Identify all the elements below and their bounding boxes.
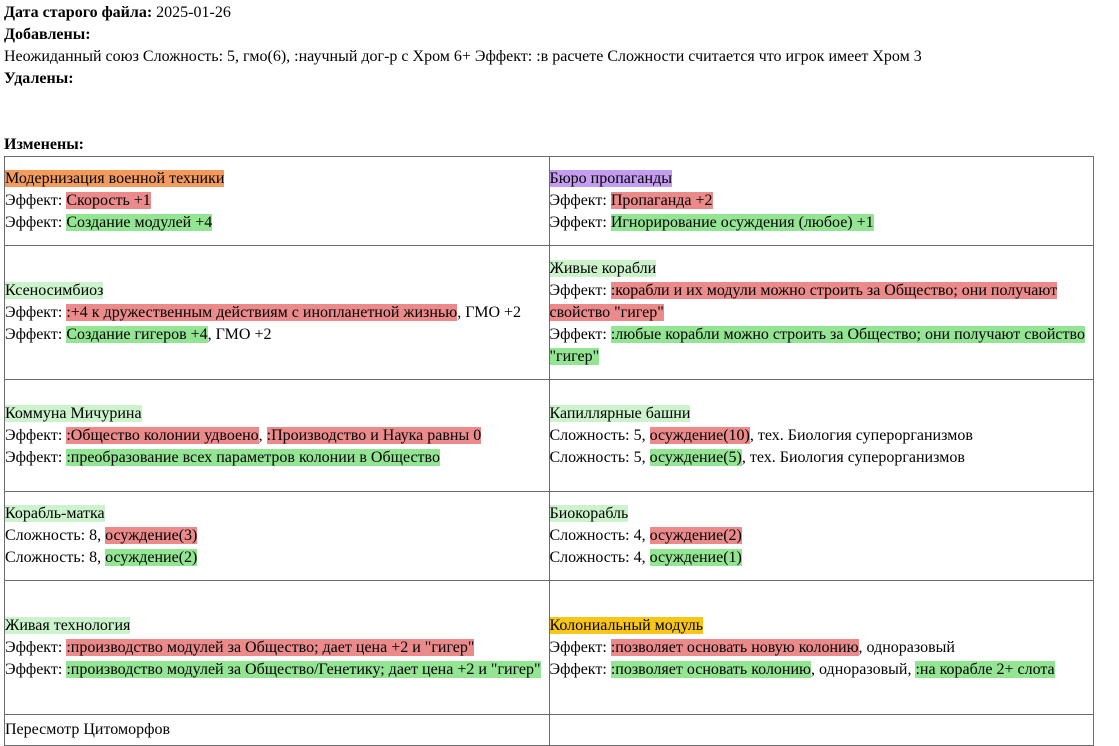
added-text: :позволяет основать колонию	[610, 660, 812, 678]
added-text: :преобразование всех параметров колонии в Общество	[66, 448, 440, 466]
card-title: Колониальный модуль	[549, 616, 704, 634]
card-michurin-commune: Коммуна Мичурина Эффект: :Общество колонии удвоено, :Производство и Наука равны 0 Эффект: :преобразование всех параметров колонии в Общество	[5, 380, 550, 492]
card-cytomorph-revision	[5, 715, 550, 746]
added-text: осуждение(2)	[105, 549, 198, 566]
card-title: Капиллярные башни	[549, 404, 691, 422]
added-text: Игнорирование осуждения (любое) +1	[610, 214, 874, 231]
card-bioship: Биокорабль Сложность: 4, осуждение(2) Сложность: 4, осуждение(1)	[549, 492, 1094, 581]
removed-text: :+4 к дружественным действиям с инопланетной жизнью	[66, 303, 458, 321]
added-entry: Неожиданный союз Сложность: 5, гмо(6), :научный дог-р с Хром 6+ Эффект: :в расчете Сложности считается что игрок имеет Хром 3	[4, 48, 922, 65]
removed-text: осуждение(2)	[649, 527, 742, 544]
card-title: Модернизация военной техники	[5, 170, 225, 187]
card-propaganda-bureau: Бюро пропаганды Эффект: Пропаганда +2 Эффект: Игнорирование осуждения (любое) +1	[549, 157, 1094, 246]
card-colonial-module: Колониальный модуль Эффект: :позволяет основать новую колонию, одноразовый Эффект: :позволяет основать колонию, одноразовый, :на корабле 2+ слота	[549, 581, 1094, 715]
card-title: Пересмотр Цитоморфов	[5, 721, 170, 738]
card-title: Бюро пропаганды	[549, 170, 672, 187]
old-date-label: Дата старого файла:	[4, 4, 153, 21]
card-title: Коммуна Мичурина	[5, 404, 142, 422]
card-capillary-towers: Капиллярные башни Сложность: 5, осуждение(10), тех. Биология суперорганизмов Сложность: 5, осуждение(5), тех. Биология суперорганизмов	[549, 380, 1094, 492]
added-heading: Добавлены:	[4, 26, 91, 43]
card-living-ships: Живые корабли Эффект: :корабли и их модули можно строить за Общество; они получают свойство "гигер" Эффект: :любые корабли можно строить за Общество; они получают свойство "гигер"	[549, 246, 1094, 380]
old-file-date	[4, 2, 1115, 24]
removed-text: :корабли и их модули можно строить за Общество; они получают свойство "гигер"	[549, 281, 1058, 321]
removed-heading: Удалены:	[4, 70, 74, 87]
removed-text: осуждение(3)	[105, 527, 198, 544]
card-xenosymbiosis: Ксеносимбиоз Эффект: :+4 к дружественным действиям с инопланетной жизнью, ГМО +2 Эффект: Создание гигеров +4, ГМО +2	[5, 246, 550, 380]
added-text: осуждение(5)	[649, 448, 742, 466]
added-text: :на корабле 2+ слота	[915, 660, 1055, 678]
spacer	[4, 90, 1115, 134]
added-text: :производство модулей за Общество/Генетику; дает цена +2 и "гигер"	[66, 660, 541, 678]
added-text: Создание модулей +4	[66, 214, 213, 231]
removed-text: :позволяет основать новую колонию	[610, 638, 859, 656]
added-text: :любые корабли можно строить за Общество; они получают свойство "гигер"	[549, 325, 1085, 365]
card-title: Ксеносимбиоз	[5, 281, 104, 299]
added-text: Создание гигеров +4	[66, 325, 208, 343]
removed-text: :Общество колонии удвоено	[66, 426, 259, 444]
removed-text: Скорость +1	[66, 192, 151, 209]
removed-text: Пропаганда +2	[610, 192, 713, 209]
removed-text: :Производство и Наука равны 0	[266, 426, 482, 444]
card-mothership: Корабль-матка Сложность: 8, осуждение(3) Сложность: 8, осуждение(2)	[5, 492, 550, 581]
card-empty	[549, 715, 1094, 746]
card-title: Живая технология	[5, 616, 131, 634]
changes-table	[4, 156, 1094, 746]
card-title: Живые корабли	[549, 259, 657, 277]
card-living-technology: Живая технология Эффект: :производство модулей за Общество; дает цена +2 и "гигер" Эффект: :производство модулей за Общество/Генетику; дает цена +2 и "гигер"	[5, 581, 550, 715]
old-date-value: 2025-01-26	[152, 4, 231, 21]
added-text: осуждение(1)	[649, 549, 742, 566]
removed-text: :производство модулей за Общество; дает цена +2 и "гигер"	[66, 638, 475, 656]
card-title: Корабль-матка	[5, 505, 105, 522]
changed-heading: Изменены:	[4, 136, 85, 153]
card-title: Биокорабль	[549, 505, 629, 522]
card-military-modernization: Модернизация военной техники Эффект: Скорость +1 Эффект: Создание модулей +4	[5, 157, 550, 246]
removed-text: осуждение(10)	[649, 426, 750, 444]
